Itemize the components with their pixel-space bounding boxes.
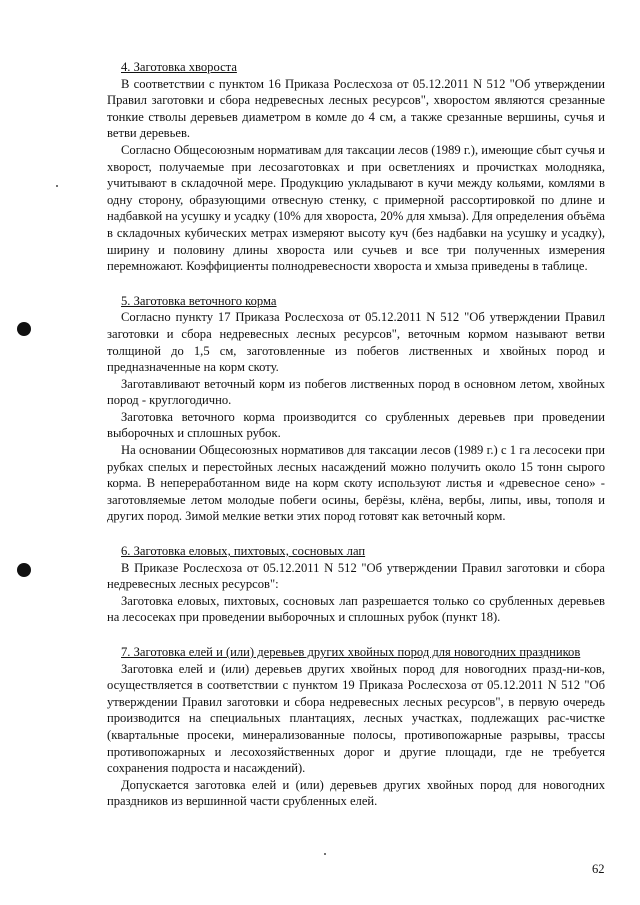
paragraph: Согласно пункту 17 Приказа Рослесхоза от 05.12.2011 N 512 "Об утверждении Правил заготовки и сбора недревесных лесных ресурсов", веточным кормом называют ветви толщиной до 1,5 см, заготовленные из побегов лиственных и хвойных пород и предназначенные на корм скоту. (107, 310, 605, 375)
paragraph: Заготовка веточного корма производится со срубленных деревьев при проведении выборочных и сплошных рубок. (107, 409, 605, 441)
paragraph: Допускается заготовка елей и (или) деревьев других хвойных пород для новогодних праздников из вершинной части срубленных елей. (107, 777, 605, 809)
scan-speck (324, 853, 326, 855)
paragraph: Заготавливают веточный корм из побегов лиственных пород в основном летом, хвойных пород - круглогодично. (107, 376, 605, 408)
paragraph: На основании Общесоюзных нормативов для таксации лесов (1989 г.) с 1 га лесосеки при рубках спелых и перестойных лесных насаждений можно получить около 15 тонн сырого корма. В непереработанном виде на корм скоту используют листья и «древесное сено» - заготовляемые летом молодые побеги осины, берёзы, клёна, вербы, липы, ивы, тополя и других пород. Зимой мелкие ветки этих пород готовят как веточный корм. (107, 443, 605, 524)
section-heading: 6. Заготовка еловых, пихтовых, сосновых лап (121, 544, 366, 559)
paragraph: Заготовка еловых, пихтовых, сосновых лап разрешается только со срубленных деревьев на лесосеках при проведении выборочных и сплошных рубок (пункт 18). (107, 593, 605, 625)
page-number: 62 (592, 862, 605, 876)
scan-speck (56, 185, 58, 187)
paragraph: В соответствии с пунктом 16 Приказа Рослесхоза от 05.12.2011 N 512 "Об утверждении Правил заготовки и сбора недревесных лесных ресурсов", хворостом являются срезанные тонкие стволы деревьев диаметром в комле до 4 см, а также срезанные вершины, сучья и ветви деревьев. (107, 76, 605, 141)
punch-hole (17, 563, 31, 577)
section-heading: 4. Заготовка хвороста (121, 60, 237, 74)
punch-hole (17, 322, 31, 336)
document-body (107, 59, 605, 810)
section-heading: 5. Заготовка веточного корма (121, 293, 277, 308)
section-heading: 7. Заготовка елей и (или) деревьев других хвойных пород для новогодних праздников (121, 645, 581, 659)
paragraph: Согласно Общесоюзным нормативам для таксации лесов (1989 г.), имеющие сбыт сучья и хворост, получаемые при лесозаготовках и при осветлениях и прочистках молодняка, учитывают в складочной мере. Продукцию укладывают в кучи между кольями, комлями в одну сторону, образующими отвесную стенку, с примерной рассортировкой по длине и надбавкой на усушку и усадку (10% для хвороста, 20% для хмыза). Для определения объёма в складочных кубических метрах измеряют высоту куч (без надбавки на усушку и усадку), ширину и половину длины хвороста или сучьев и все три полученных измерения перемножают. Коэффициенты полнодревесности хвороста и хмыза приведены в таблице. (107, 142, 605, 274)
paragraph: В Приказе Рослесхоза от 05.12.2011 N 512 "Об утверждении Правил заготовки и сбора недревесных лесных ресурсов": (107, 560, 605, 592)
paragraph: Заготовка елей и (или) деревьев других хвойных пород для новогодних празд-ни-ков, осуществляется в соответствии с пунктом 19 Приказа Рослесхоза от 05.12.2011 N 512 "Об утверждении Правил заготовки и сбора недревесных лесных ресурсов", в первую очередь производится на специальных плантациях, лесных участках, подлежащих рас-чистке (квартальные просеки, минерализованные полосы, противопожарные разрывы, трассы противопожарных и лесохозяйственных дорог и другие площади, где не требуется сохранения подроста и насаждений). (107, 661, 605, 776)
